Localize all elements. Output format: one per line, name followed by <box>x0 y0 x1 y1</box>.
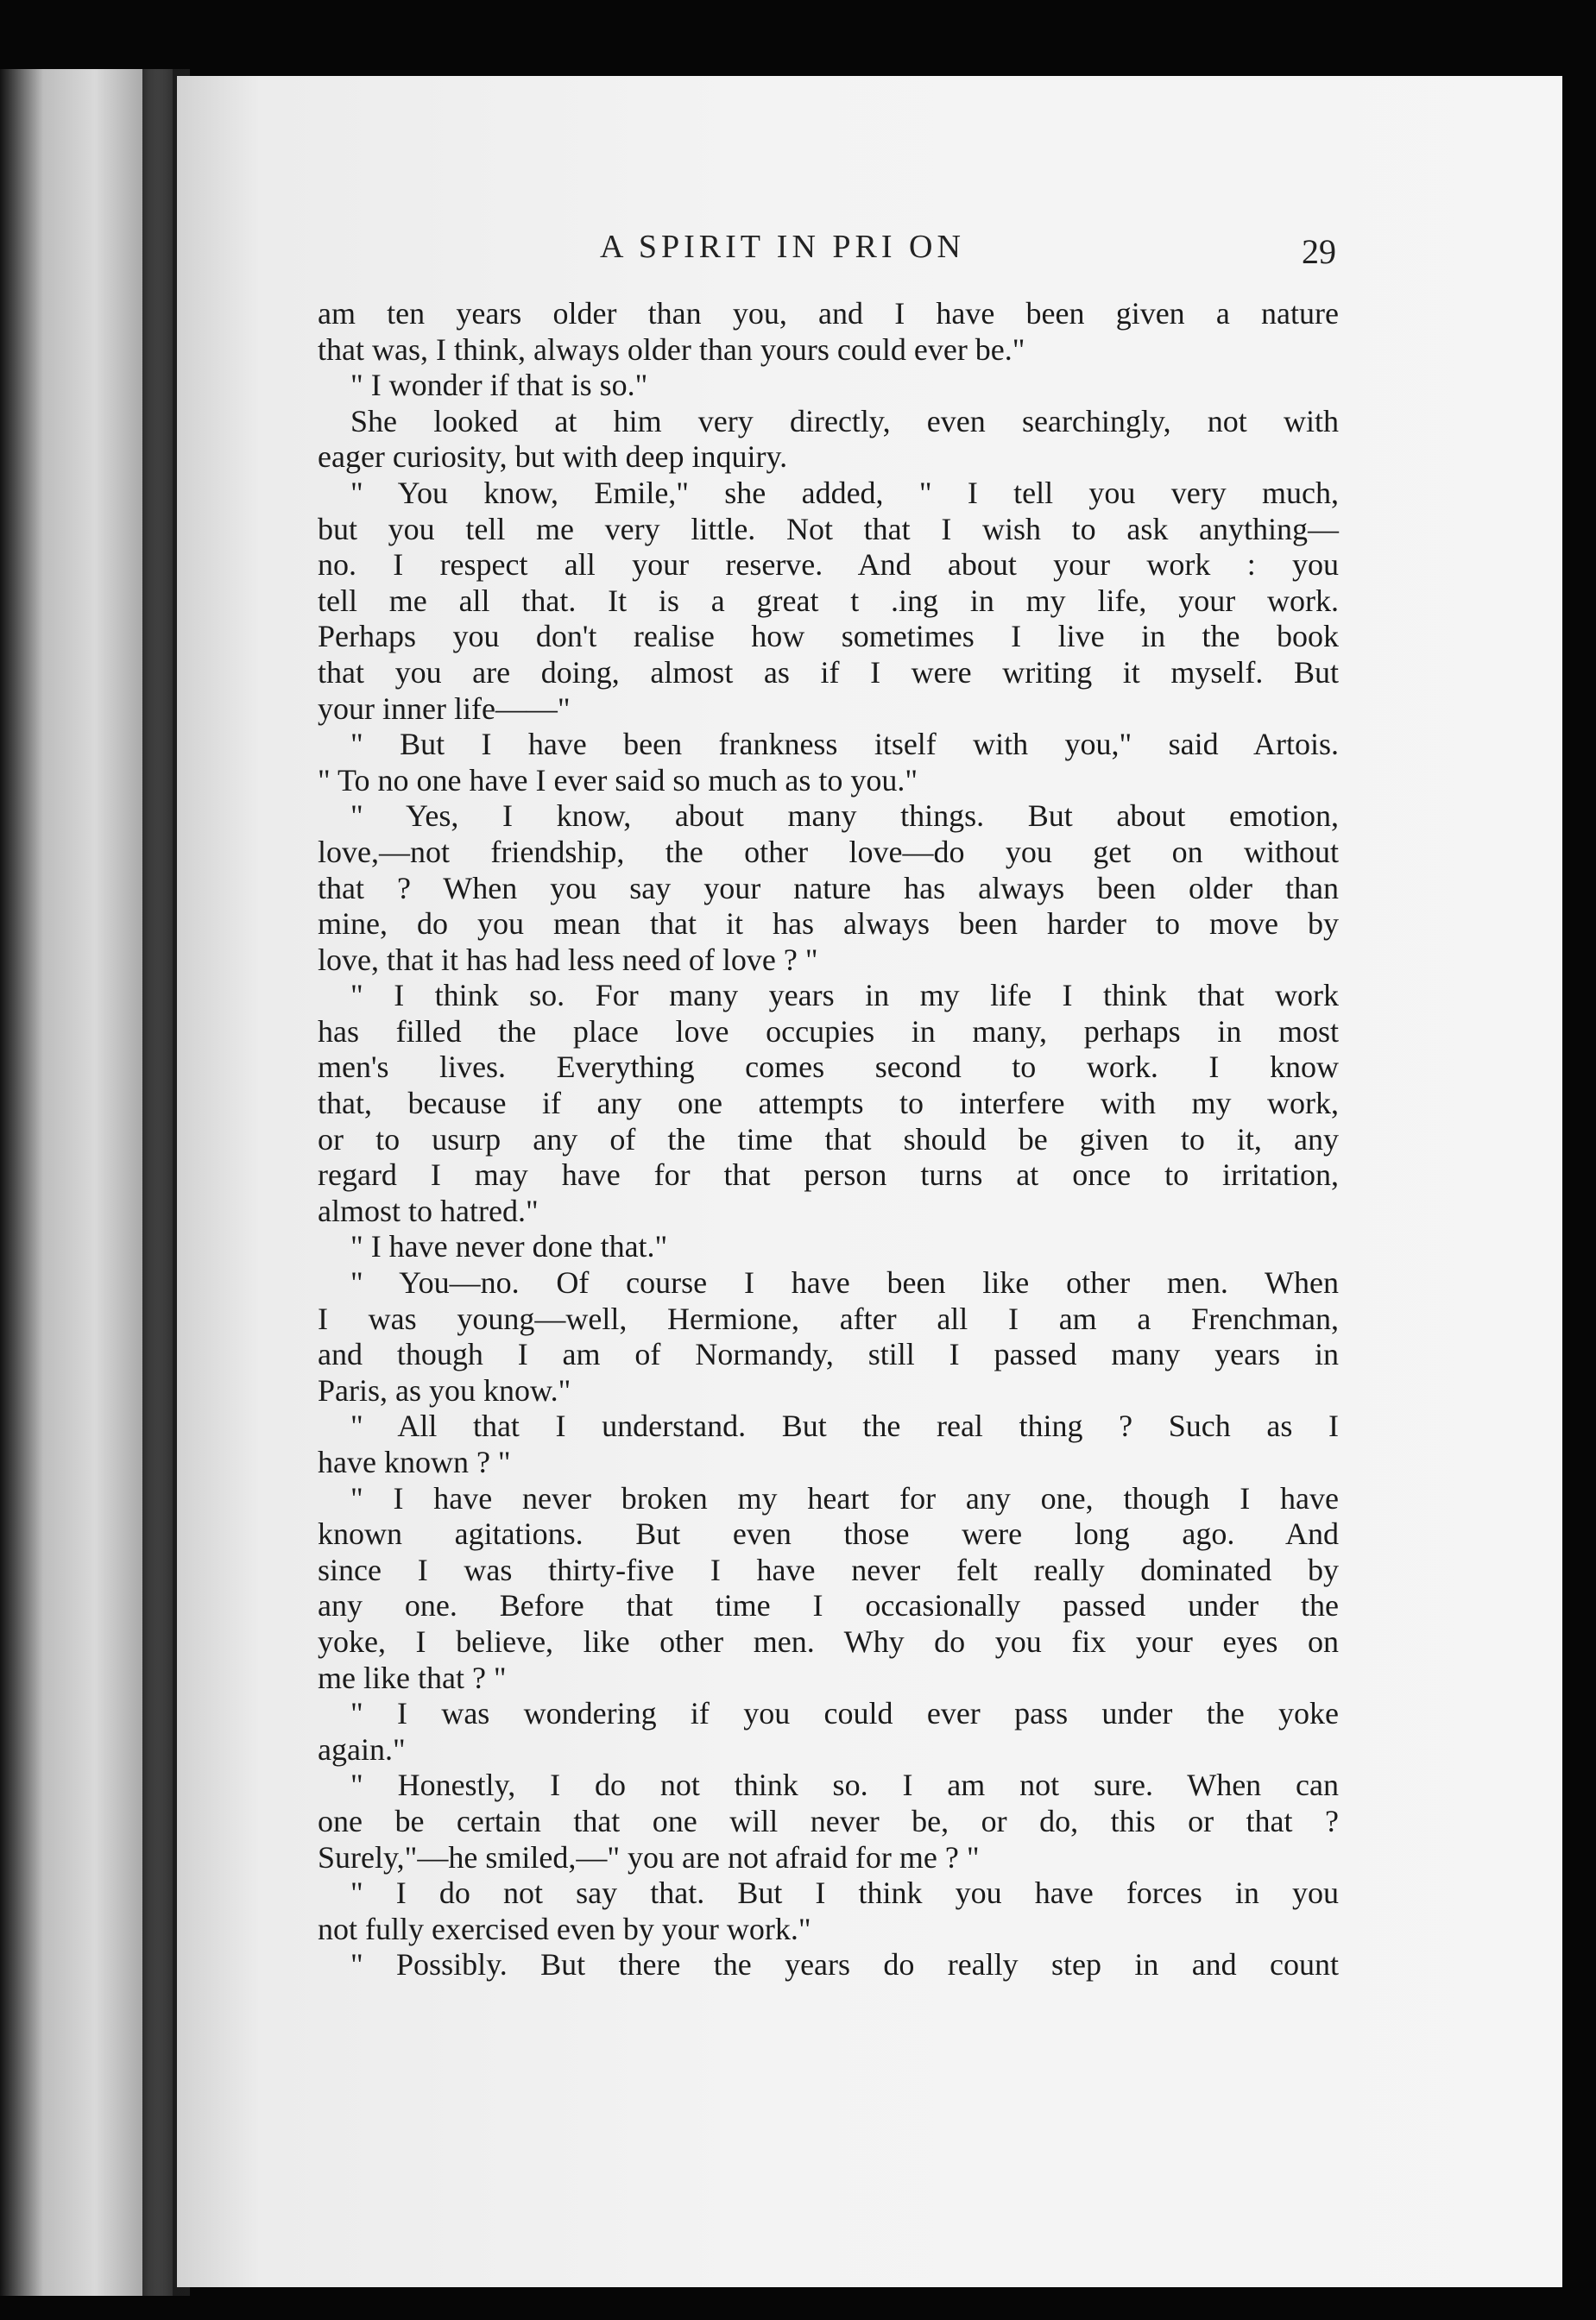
text-line: that you are doing, almost as if I were writing it myself. But <box>318 654 1339 690</box>
text-line: She looked at him very directly, even searchingly, not with <box>350 403 1339 438</box>
text-line: not fully exercised even by your work." <box>318 1911 811 1946</box>
text-line: Surely,"—he smiled,—" you are not afraid for me ? " <box>318 1839 980 1875</box>
running-head: A SPIRIT IN PRI ON <box>600 229 965 265</box>
text-line: men's lives. Everything comes second to work. I know <box>318 1050 1339 1085</box>
text-line: " But I have been frankness itself with you," said Artois. <box>350 727 1339 762</box>
text-line: " I have never done that." <box>350 1229 668 1264</box>
text-line: any one. Before that time I occasionally passed under the <box>318 1588 1339 1623</box>
text-line: have known ? " <box>318 1445 511 1479</box>
text-line: almost to hatred." <box>318 1193 539 1228</box>
text-line: " I do not say that. But I think you have forces in you <box>350 1876 1339 1911</box>
text-line: Paris, as you know." <box>318 1372 571 1408</box>
page-number: 29 <box>1302 232 1336 271</box>
text-line: but you tell me very little. Not that I wish to ask anything— <box>318 511 1339 546</box>
text-line: tell me all that. It is a great t .ing in my life, your work. <box>318 583 1339 618</box>
text-line: since I was thirty-five I have never felt really dominated by <box>318 1552 1339 1587</box>
text-line: that was, I think, always older than yours could ever be." <box>318 331 1025 367</box>
text-line: " I have never broken my heart for any one, though I have <box>350 1480 1339 1516</box>
book-page <box>177 76 1562 2287</box>
text-line: am ten years older than you, and I have been given a nature <box>318 296 1339 331</box>
text-line: again." <box>318 1731 406 1767</box>
text-line: " Possibly. But there the years do really step in and count <box>350 1947 1339 1983</box>
text-line: one be certain that one will never be, or do, this or that ? <box>318 1803 1339 1838</box>
text-line: Perhaps you don't realise how sometimes I live in the book <box>318 619 1339 654</box>
text-line: I was young—well, Hermione, after all I am a Frenchman, <box>318 1301 1339 1336</box>
text-line: your inner life——" <box>318 690 571 726</box>
text-line: no. I respect all your reserve. And about your work : you <box>318 547 1339 583</box>
text-line: " I wonder if that is so." <box>350 368 648 403</box>
text-line: or to usurp any of the time that should be given to it, any <box>318 1121 1339 1157</box>
text-line: eager curiosity, but with deep inquiry. <box>318 439 788 475</box>
text-line: mine, do you mean that it has always been harder to move by <box>318 906 1339 942</box>
text-line: " I think so. For many years in my life I think that work <box>350 978 1339 1013</box>
text-line: and though I am of Normandy, still I passed many years in <box>318 1337 1339 1372</box>
text-line: " All that I understand. But the real thing ? Such as I <box>350 1409 1339 1444</box>
text-line: known agitations. But even those were long ago. And <box>318 1516 1339 1552</box>
text-line: yoke, I believe, like other men. Why do you fix your eyes on <box>318 1623 1339 1659</box>
body-text <box>318 296 1339 1983</box>
text-line: " I was wondering if you could ever pass under the yoke <box>350 1696 1339 1731</box>
text-line: has filled the place love occupies in many, perhaps in most <box>318 1013 1339 1049</box>
page-header <box>177 228 1562 280</box>
text-line: love,—not friendship, the other love—do you get on without <box>318 834 1339 869</box>
text-line: " You know, Emile," she added, " I tell you very much, <box>350 475 1339 510</box>
text-line: me like that ? " <box>318 1660 507 1695</box>
text-line: love, that it has had less need of love ? " <box>318 942 818 977</box>
text-line: that, because if any one attempts to interfere with my work, <box>318 1086 1339 1121</box>
text-line: " You—no. Of course I have been like other men. When <box>350 1265 1339 1301</box>
text-line: " To no one have I ever said so much as to you." <box>318 762 918 798</box>
text-line: regard I may have for that person turns at once to irritation, <box>318 1157 1339 1193</box>
text-line: " Yes, I know, about many things. But about emotion, <box>350 798 1339 834</box>
text-line: " Honestly, I do not think so. I am not sure. When can <box>350 1768 1339 1803</box>
text-line: that ? When you say your nature has always been older than <box>318 870 1339 905</box>
